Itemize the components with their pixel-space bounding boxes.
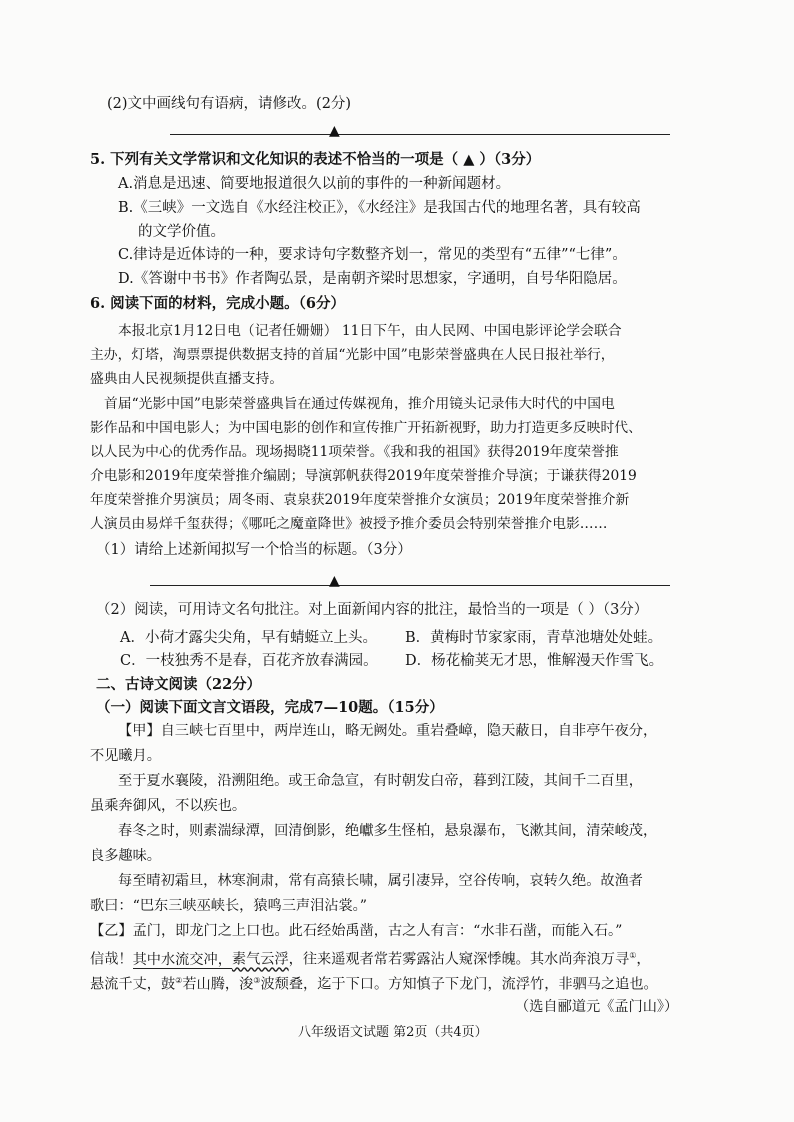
q6-news-p2: 以人民为中心的优秀作品。现场揭晓11项荣誉。《我和我的祖国》获得2019年度荣誉推 xyxy=(90,444,619,460)
footnote-mark: ① xyxy=(629,951,637,960)
q6-option-b: B．黄梅时节家家雨，青草池塘处处蛙。 xyxy=(405,630,663,646)
passage-yi-text: 若山腾，浚 xyxy=(182,976,254,993)
section-title: 二、古诗文阅读（22分） xyxy=(96,676,262,693)
q5-option-b: B.《三峡》一文选自《水经注校正》，《水经注》是我国古代的地理名著，具有较高 xyxy=(118,200,641,216)
q5-stem: 5. 下列有关文学常识和文化知识的表述不恰当的一项是（ ▲ ）（3分） xyxy=(90,151,541,168)
q5-option-a: A.消息是迅速、简要地报道很久以前的事件的一种新闻题材。 xyxy=(118,176,511,192)
q6-news-p2: 年度荣誉推介男演员；周冬雨、袁泉获2019年度荣誉推介女演员；2019年度荣誉推介新 xyxy=(90,492,630,508)
q5-option-d: D.《答谢中书书》作者陶弘景，是南朝齐梁时思想家，字通明，自号华阳隐居。 xyxy=(118,271,627,287)
q6-news-p2: 介电影和2019年度荣誉推介编剧；导演郭帆获得2019年度荣誉推介导演；于谦获得2019 xyxy=(90,468,637,484)
passage-source: （选自郦道元《孟门山》） xyxy=(515,999,679,1015)
part-title: （一）阅读下面文言文语段，完成7—10题。（15分） xyxy=(96,699,444,716)
answer-marker: ▲ xyxy=(329,573,340,589)
passage-jia: 至于夏水襄陵，沿溯阻绝。或王命急宣，有时朝发白帝，暮到江陵，其间千二百里， xyxy=(118,773,643,789)
passage-yi xyxy=(90,971,658,995)
passage-jia: 春冬之时，则素湍绿潭，回清倒影，绝巘多生怪柏，悬泉瀑布，飞漱其间，清荣峻茂， xyxy=(118,823,658,839)
q6-sub2: （2）阅读，可用诗文名句批注。对上面新闻内容的批注，最恰当的一项是（ ）（3分） xyxy=(96,602,649,618)
q6-option-d: D．杨花榆荚无才思，惟解漫天作雪飞。 xyxy=(405,653,664,669)
q6-news-p2: 首届“光影中国”电影荣誉盛典旨在通过传媒视角，推介用镜头记录伟大时代的中国电 xyxy=(104,396,615,412)
q6-news-p2: 影作品和中国电影人；为中国电影的创作和宣传推广开拓新视野，助力打造更多反映时代、 xyxy=(90,420,642,436)
q4-sub2: (2)文中画线句有语病，请修改。(2分) xyxy=(107,96,352,112)
passage-yi: 【乙】孟门，即龙门之上口也。此石经始禹凿，古之人有言：“水非石凿，而能入石。” xyxy=(90,923,623,939)
passage-yi-text: ，往来遥观者常若雾露沾人窥深悸魄。其水尚奔浪万寻 xyxy=(288,951,630,968)
answer-line-q6[interactable] xyxy=(150,585,670,586)
passage-yi: 信哉！其中水流交冲，素气云浮，往来遥观者常若雾露沾人窥深悸魄。其水尚奔浪万寻①， xyxy=(90,951,651,968)
footnote-mark: ③ xyxy=(253,976,261,985)
q6-stem: 6. 阅读下面的材料，完成小题。（6分） xyxy=(90,295,346,312)
q6-news-p1: 本报北京1月12日电（记者任姗姗） 11日下午，由人民网、中国电影评论学会联合 xyxy=(118,323,622,339)
q6-option-a: A．小荷才露尖尖角，早有蜻蜓立上头。 xyxy=(120,630,377,646)
passage-jia: 歌曰：“巴东三峡巫峡长，猿鸣三声泪沾裳。” xyxy=(90,898,367,914)
passage-jia: 良多趣味。 xyxy=(90,848,161,864)
footnote-mark: ② xyxy=(175,976,183,985)
passage-jia: 每至晴初霜旦，林寒涧肃，常有高猿长啸，属引凄异，空谷传响，哀转久绝。故渔者 xyxy=(118,873,643,889)
passage-jia: 不见曦月。 xyxy=(90,748,161,764)
q6-news-p1: 主办，灯塔，淘票票提供数据支持的首届“光影中国”电影荣誉盛典在人民日报社举行， xyxy=(90,347,615,363)
q5-option-b-cont: 的文学价值。 xyxy=(138,224,225,240)
passage-yi-text: 波颓叠，迄于下口。方知慎子下龙门，流浮竹，非驷马之追也。 xyxy=(260,976,658,993)
page-footer: 八年级语文试题 第2页（共4页） xyxy=(298,1025,488,1040)
q5-option-c: C.律诗是近体诗的一种，要求诗句字数整齐划一，常见的类型有“五律”“七律”。 xyxy=(118,247,627,263)
answer-marker: ▲ xyxy=(329,123,340,139)
passage-jia: 【甲】自三峡七百里中，两岸连山，略无阙处。重岩叠嶂，隐天蔽日，自非亭午夜分， xyxy=(118,723,658,739)
q6-news-p1: 盛典由人民视频提供直播支持。 xyxy=(90,371,284,387)
passage-yi-text: 悬流千丈，鼓 xyxy=(90,976,176,993)
passage-jia: 虽乘奔御风，不以疾也。 xyxy=(90,798,247,814)
q6-news-p2: 人演员由易烊千玺获得；《哪吒之魔童降世》被授予推介委员会特别荣誉推介电影…… xyxy=(90,516,608,532)
q6-option-c: C．一枝独秀不是春，百花齐放春满园。 xyxy=(120,653,378,669)
underlined-sentence: 其中水流交冲， xyxy=(132,951,232,968)
q6-sub1: （1）请给上述新闻拟写一个恰当的标题。（3分） xyxy=(96,542,412,558)
wavy-underlined-phrase: 素气云浮 xyxy=(231,951,289,968)
passage-yi-text: 信哉！ xyxy=(90,951,133,968)
answer-line-q4[interactable] xyxy=(170,134,670,135)
